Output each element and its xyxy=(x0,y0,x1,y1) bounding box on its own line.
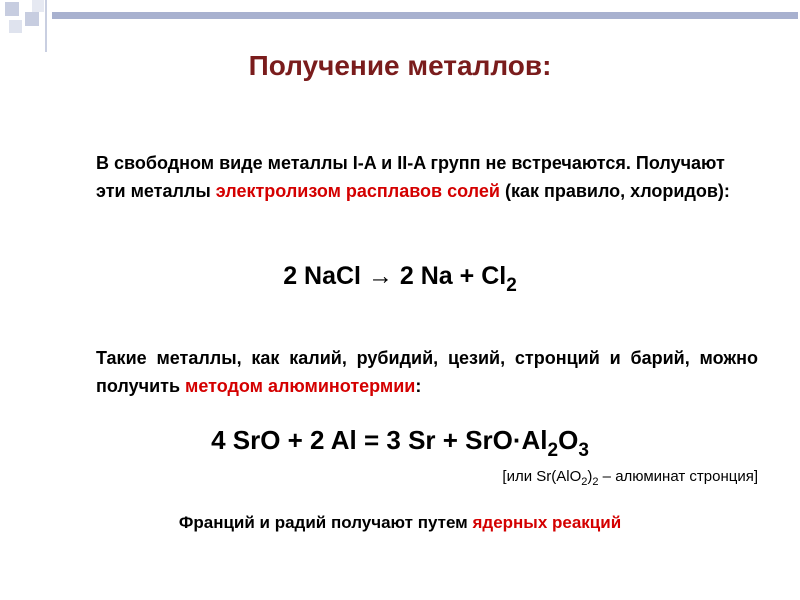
decor-square xyxy=(5,2,19,16)
aluminate-note xyxy=(502,468,758,488)
note-text: ) xyxy=(587,468,593,485)
top-accent-bar xyxy=(52,12,798,19)
paragraph-text: : xyxy=(415,376,422,396)
subscript: 2 xyxy=(506,275,517,296)
subscript: 2 xyxy=(592,476,599,488)
slide-title: Получение металлов: xyxy=(248,50,552,81)
equation-main: 4 SrO + 2 Al = 3 Sr + SrO·Al xyxy=(211,425,548,455)
paragraph-aluminothermy xyxy=(96,344,758,400)
note-text: – алюминат стронция] xyxy=(598,468,758,485)
subscript: 3 xyxy=(578,440,589,461)
equation-nacl xyxy=(0,262,800,296)
decor-square xyxy=(9,20,22,33)
arrow-symbol: → xyxy=(367,262,393,290)
subscript: 2 xyxy=(547,440,559,461)
paragraph-text: Такие металлы, как калий, рубидий, цезий, стронций и барий, можно получить xyxy=(96,348,758,396)
decor-square xyxy=(25,12,39,26)
equation-oxygen: O xyxy=(558,425,579,455)
paragraph-nuclear xyxy=(0,513,800,533)
highlight-electrolysis: электролизом расплавов солей xyxy=(215,181,500,201)
equation-sro xyxy=(0,425,800,461)
highlight-nuclear: ядерных реакций xyxy=(472,513,622,532)
paragraph-text: (как правило, хлоридов): xyxy=(499,181,730,201)
decor-square xyxy=(32,0,44,12)
equation-right: 2 Na + Cl xyxy=(399,262,507,290)
note-text: [или Sr(AlO xyxy=(502,468,582,485)
paragraph-electrolysis xyxy=(96,149,758,205)
highlight-aluminothermy: методом алюминотермии xyxy=(185,376,416,396)
equation-left: 2 NaCl xyxy=(283,262,361,290)
decor-vertical-line xyxy=(45,0,47,52)
paragraph-text: В свободном виде металлы I-A и II-A групп не встречаются. Получают эти металлы xyxy=(96,153,725,201)
subscript: 2 xyxy=(581,476,588,488)
paragraph-text: Франций и радий получают путем xyxy=(178,513,473,532)
